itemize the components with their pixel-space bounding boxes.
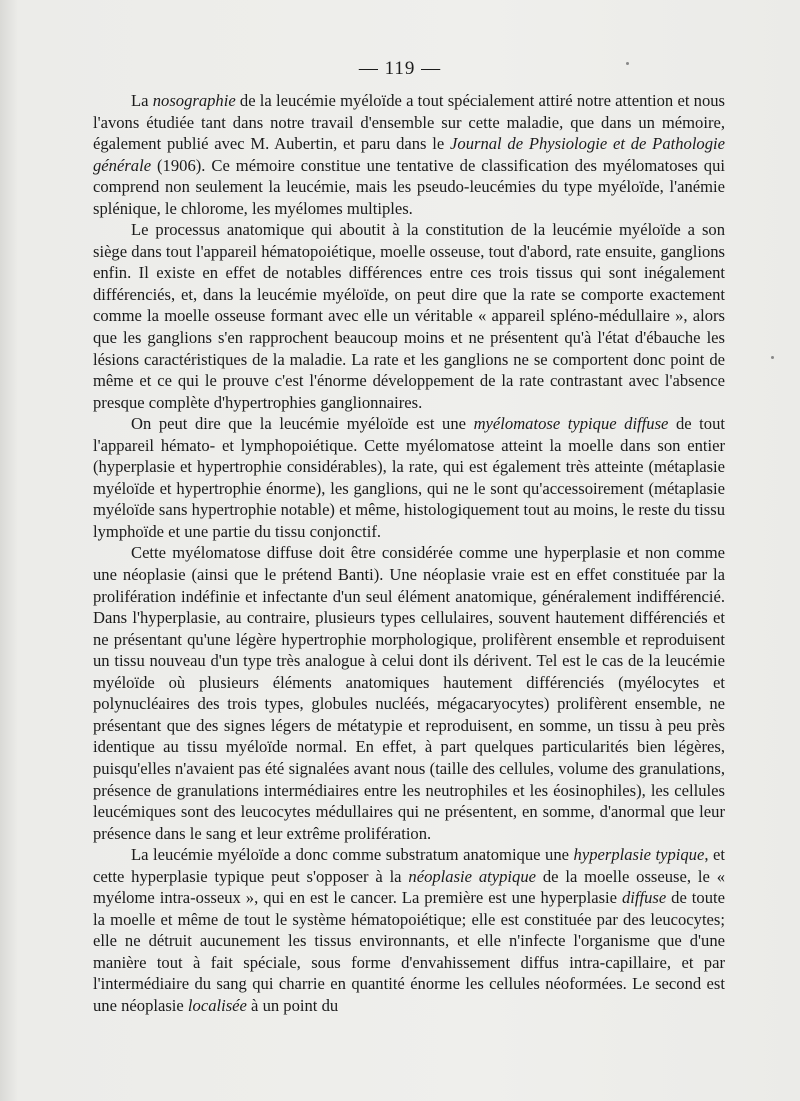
paragraph (93, 542, 725, 844)
text-run: de toute la moelle et même de tout le système hématopoiétique; elle est constituée par des leucocytes; elle ne détruit aucunement les tissus environnants, et elle n'infecte l'organisme que d'une manière tout à fait spéciale, sous forme d'envahissement diffus intra-capillaire, et par l'intermédiaire du sang qui charrie en quantité énorme les cellules néoformées. Le second est une néoplasie (93, 888, 725, 1015)
text-run: (1906). Ce mémoire constitue une tentative de classification des myélomatoses qui comprend non seulement la leucémie, mais les pseudo-leucémies du type myéloïde, l'anémie splénique, le chlorome, les myélomes multiples. (93, 155, 725, 218)
text-run: La leucémie myéloïde a donc comme substratum anatomique une (131, 845, 574, 865)
paragraph (93, 413, 725, 542)
italic-text: diffuse (621, 888, 667, 908)
text-run: à un point du (246, 995, 339, 1015)
italic-text: nosographie (152, 91, 236, 110)
text-run: Cette myélomatose diffuse doit être considérée comme une hyperplasie et non comme une néoplasie (ainsi que le prétend Banti). Une néoplasie vraie est en effet constituée par la prolifération indéfinie et infectante d'un seul élément anatomique, généralement indifférencié. Dans l'hyperplasie, au contraire, plusieurs types cellulaires, souvent hautement différenciés et ne présentant qu'une légère hypertrophie morphologique, prolifèrent ensemble et reproduisent un tissu nouveau d'un type très analogue à celui dont ils dérivent. Tel est le cas de la leucémie myéloïde où plusieurs éléments anatomiques hautement différenciés (myélocytes et polynucléaires des trois types, globules nucléés, mégacaryocytes) prolifèrent ensemble, ne présentant que des signes légers de métatypie et reproduisent, en somme, un tissu à peu près identique au tissu myéloïde normal. En effet, à part quelques particularités bien légères, puisqu'elles n'avaient pas été signalées avant nous (taille des cellules, volume des granulations, présence de granulations intermédiaires entre les neutrophiles et les éosinophiles), les cellules leucémiques sont des leucocytes médullaires qui ne présentent, en somme, d'anormal que leur présence dans le sang et leur extrême prolifération. (93, 543, 725, 843)
page-number: — 119 — (358, 58, 442, 79)
italic-text: myélomatose typique diffuse (473, 414, 669, 434)
text-run: de la leucémie myéloïde a tout spécialement attiré notre attention et nous l'avons étudiée tant dans notre travail d'ensemble sur cette maladie, que dans un mémoire, également publié avec M. Aubertin, et paru dans le (93, 91, 725, 154)
text-run: Le processus anatomique qui aboutit à la constitution de la leucémie myéloïde a son siège dans tout l'appareil hématopoiétique, moelle osseuse, tout d'abord, rate ensuite, ganglions enfin. Il existe en effet de notables différences entre ces trois tissus qui sont inégalement différenciés, et, dans la leucémie myéloïde, on peut dire que la rate se comporte exactement comme la moelle osseuse formant avec elle un véritable « appareil spléno-médullaire », alors que les ganglions s'en rapprochent beaucoup moins et ne présentent qu'à l'état d'ébauche les lésions caractéristiques de la maladie. La rate et les ganglions ne se comportent donc point de même et ce qui le prouve c'est l'énorme développement de la rate contrastant avec l'absence presque complète d'hypertrophies ganglionnaires. (93, 220, 725, 412)
italic-text: néoplasie atypique (408, 866, 536, 886)
text-run: de la moelle osseuse, le « myélome intra-osseux », qui en est le cancer. La première est une hyperplasie (93, 866, 725, 908)
paper-speck (771, 356, 774, 359)
italic-text: Journal de Physiologie et de Pathologie générale (93, 134, 725, 175)
text-run: de tout l'appareil hémato- et lymphopoiétique. Cette myélomatose atteint la moelle dans son entier (hyperplasie et hypertrophie considérables), la rate, qui est également très atteinte (métaplasie myéloïde et hypertrophie énorme), les ganglions, qui ne le sont qu'accessoirement (métaplasie myéloïde sans hypertrophie notable) et même, histologiquement tout au moins, le reste du tissu lymphoïde et une partie du tissu conjonctif. (93, 414, 725, 541)
text-run: , et cette hyperplasie typique peut s'opposer à la (93, 845, 725, 886)
body-text (93, 90, 725, 1017)
paragraph (93, 844, 725, 1016)
paragraph (93, 219, 725, 413)
text-run: On peut dire que la leucémie myéloïde est une (131, 414, 474, 434)
italic-text: hyperplasie typique (573, 845, 705, 865)
italic-text: localisée (187, 995, 247, 1015)
paper-speck (626, 62, 629, 65)
text-run: La (131, 91, 153, 110)
paragraph (93, 90, 725, 219)
